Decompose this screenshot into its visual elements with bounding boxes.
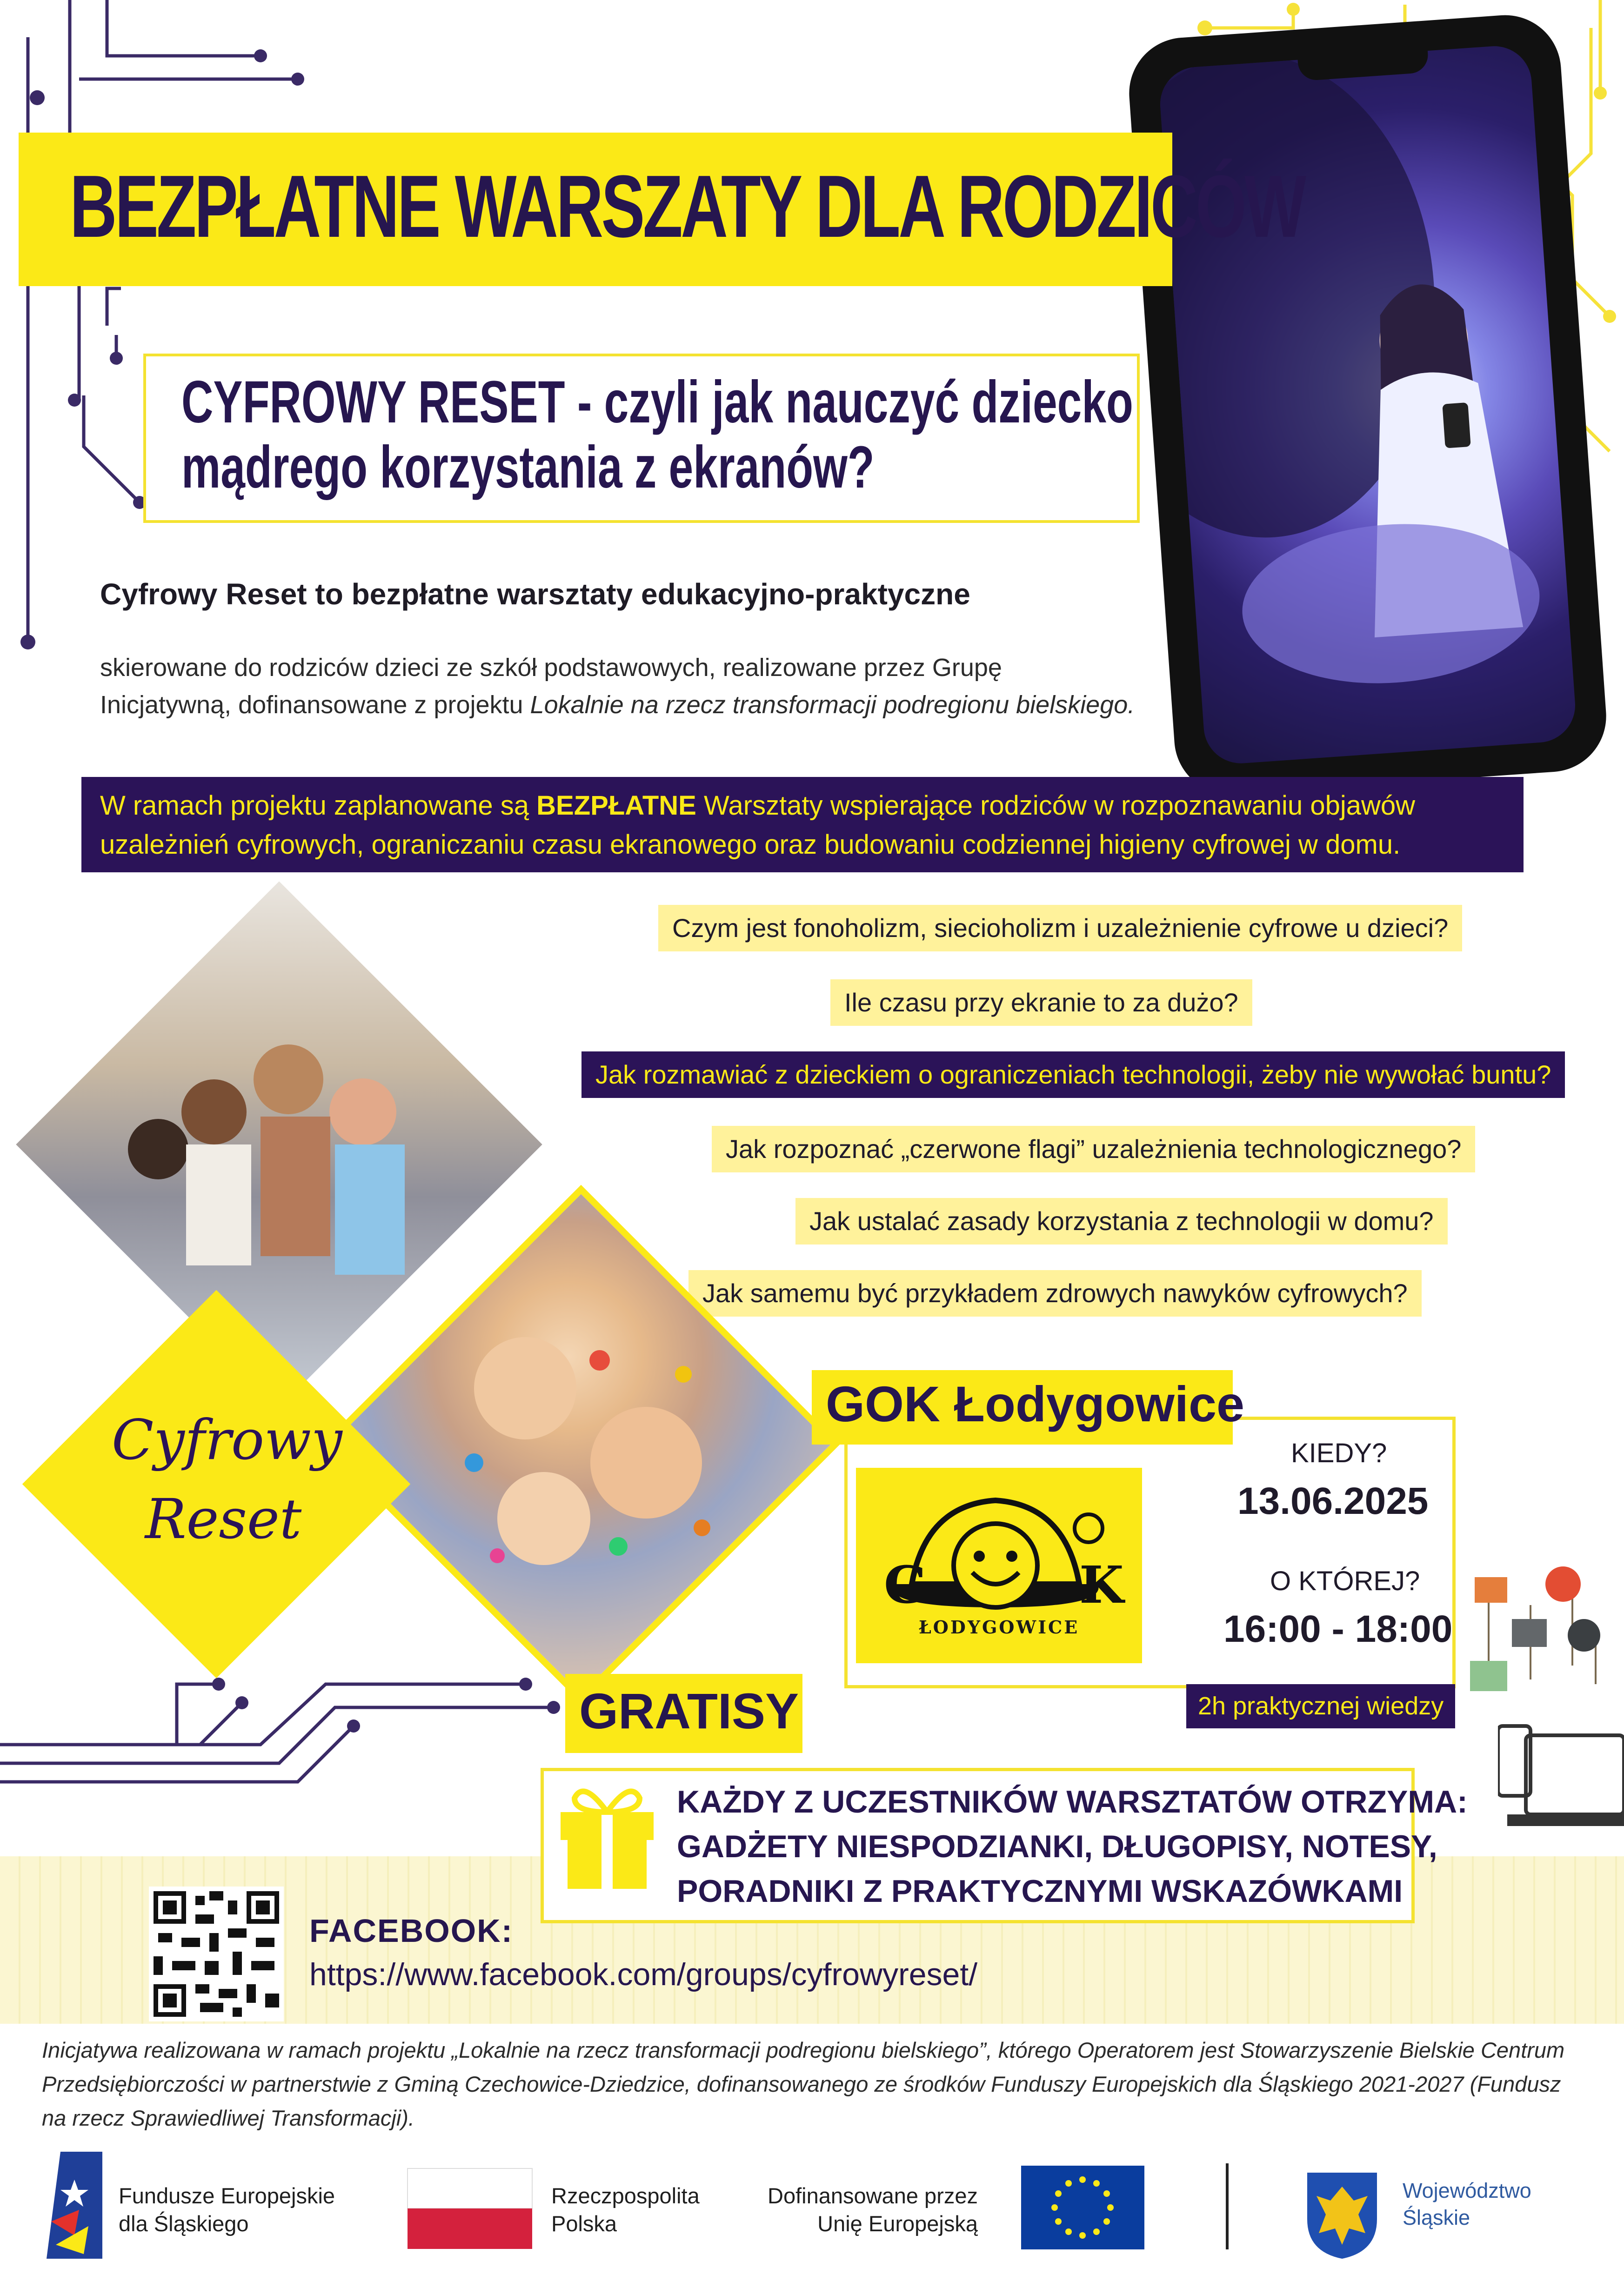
question-item: Czym jest fonoholizm, siecioholizm i uzależnienie cyfrowe u dzieci? bbox=[658, 905, 1462, 951]
fe-line-1: Fundusze Europejskie bbox=[119, 2183, 335, 2208]
balls-illustration bbox=[404, 1267, 758, 1621]
fundusze-europejskie-logo-text bbox=[119, 2182, 335, 2238]
gifts-description bbox=[677, 1780, 1468, 1914]
ue-line-1: Dofinansowane przez bbox=[768, 2183, 978, 2208]
gifts-line-1: KAŻDY Z UCZESTNIKÓW WARSZTATÓW OTRZYMA: bbox=[677, 1784, 1468, 1820]
intro-body-line-2 bbox=[100, 686, 1240, 723]
facebook-link[interactable]: https://www.facebook.com/groups/cyfrowyreset/ bbox=[309, 1957, 978, 1992]
subtitle-line-2: mądrego korzystania z ekranów? bbox=[181, 434, 875, 501]
wojewodztwo-slaskie-logo-text bbox=[1403, 2177, 1531, 2231]
event-date: 13.06.2025 bbox=[1237, 1480, 1429, 1522]
duration-badge: 2h praktycznej wiedzy bbox=[1186, 1684, 1455, 1728]
gok-logo-caption: ŁODYGOWICE bbox=[918, 1617, 1080, 1638]
intro-body-line-2-text: Inicjatywną, dofinansowane z projektu bbox=[100, 691, 530, 719]
logo-line-1: Cyfrowy bbox=[112, 1408, 342, 1472]
venue-title: GOK Łodygowice bbox=[826, 1376, 1245, 1432]
svg-text:K: K bbox=[1079, 1555, 1124, 1615]
question-item: Jak ustalać zasady korzystania z technologii w domu? bbox=[795, 1198, 1448, 1245]
event-time: 16:00 - 18:00 bbox=[1223, 1608, 1453, 1650]
intro-body bbox=[100, 649, 1240, 723]
gifts-line-2: GADŻETY NIESPODZIANKI, DŁUGOPISY, NOTESY, bbox=[677, 1829, 1437, 1864]
subtitle bbox=[181, 370, 1133, 500]
laptop-icon bbox=[1498, 1721, 1624, 1833]
banner-suffix: Warsztaty wspierające rodziców w rozpoznawaniu objawów uzależnień cyfrowych, ograniczaniu czasu ekranowego oraz budowaniu codziennej higieny cyfrowej w domu. bbox=[100, 790, 1415, 860]
gifts-line-3: PORADNIKI Z PRAKTYCZNYMI WSKAZÓWKAMI bbox=[677, 1873, 1403, 1909]
svg-text:G: G bbox=[884, 1555, 928, 1615]
facebook-label: FACEBOOK: bbox=[309, 1913, 513, 1949]
question-item: Ile czasu przy ekranie to za dużo? bbox=[830, 979, 1252, 1026]
rp-line-1: Rzeczpospolita bbox=[551, 2183, 700, 2208]
when-label: KIEDY? bbox=[1291, 1438, 1387, 1468]
banner-bold: BEZPŁATNE bbox=[536, 790, 696, 821]
gifts-title: GRATISY bbox=[579, 1683, 799, 1739]
woj-line-1: Województwo bbox=[1403, 2179, 1531, 2202]
polish-flag-icon bbox=[407, 2168, 533, 2249]
silesia-coat-of-arms-icon bbox=[1303, 2168, 1382, 2261]
intro-body-line-1: skierowane do rodziców dzieci ze szkół podstawowych, realizowane przez Grupę bbox=[100, 654, 1002, 682]
logo-line-2: Reset bbox=[145, 1487, 302, 1551]
project-banner-text bbox=[100, 786, 1514, 864]
subtitle-line-1: CYFROWY RESET - czyli jak nauczyć dziecko bbox=[181, 369, 1133, 435]
social-icons-decoration bbox=[1465, 1563, 1614, 1703]
banner-prefix: W ramach projektu zaplanowane są bbox=[100, 790, 537, 821]
ue-line-2: Unię Europejską bbox=[817, 2211, 978, 2236]
children-illustration bbox=[93, 958, 465, 1331]
fundusze-europejskie-logo-icon bbox=[47, 2152, 102, 2259]
intro-heading: Cyfrowy Reset to bezpłatne warsztaty edukacyjno-praktyczne bbox=[100, 577, 970, 611]
question-item: Jak rozpoznać „czerwone flagi” uzależnienia technologicznego? bbox=[712, 1126, 1475, 1172]
gift-icon bbox=[556, 1775, 658, 1891]
project-name: Lokalnie na rzecz transformacji podregionu bielskiego. bbox=[530, 691, 1135, 719]
ue-funding-logo-text bbox=[768, 2182, 978, 2238]
fe-line-2: dla Śląskiego bbox=[119, 2211, 249, 2236]
question-item: Jak rozmawiać z dzieckiem o ograniczeniach technologii, żeby nie wywołać buntu? bbox=[581, 1051, 1565, 1098]
circuit-decoration-top-left bbox=[0, 0, 354, 661]
rzeczpospolita-polska-logo-text bbox=[551, 2182, 700, 2238]
eu-flag-icon bbox=[1021, 2166, 1144, 2249]
footer-divider bbox=[1226, 2163, 1229, 2249]
circuit-decoration-bottom-left bbox=[0, 1656, 572, 1796]
time-label: O KTÓREJ? bbox=[1270, 1566, 1420, 1596]
rp-line-2: Polska bbox=[551, 2211, 617, 2236]
cyfrowy-reset-logo bbox=[112, 1400, 342, 1559]
woj-line-2: Śląskie bbox=[1403, 2206, 1470, 2229]
qr-code[interactable] bbox=[149, 1887, 284, 2021]
page-title: BEZPŁATNE WARSZATY DLA RODZICÓW bbox=[70, 157, 1304, 256]
footer-note: Inicjatywa realizowana w ramach projektu „Lokalnie na rzecz transformacji podregionu bielskiego”, którego Operatorem jest Stowarzyszenie Bielskie Centrum Przedsiębiorczości w partnerstwie z Gminą Czechowice-Dziedzice, dofinansowanego ze środków Funduszy Europejskich dla Śląskiego 2021-2027 (Fundusz na rzecz Sprawiedliwej Transformacji). bbox=[42, 2038, 1565, 2130]
question-item: Jak samemu być przykładem zdrowych nawyków cyfrowych? bbox=[688, 1270, 1422, 1317]
